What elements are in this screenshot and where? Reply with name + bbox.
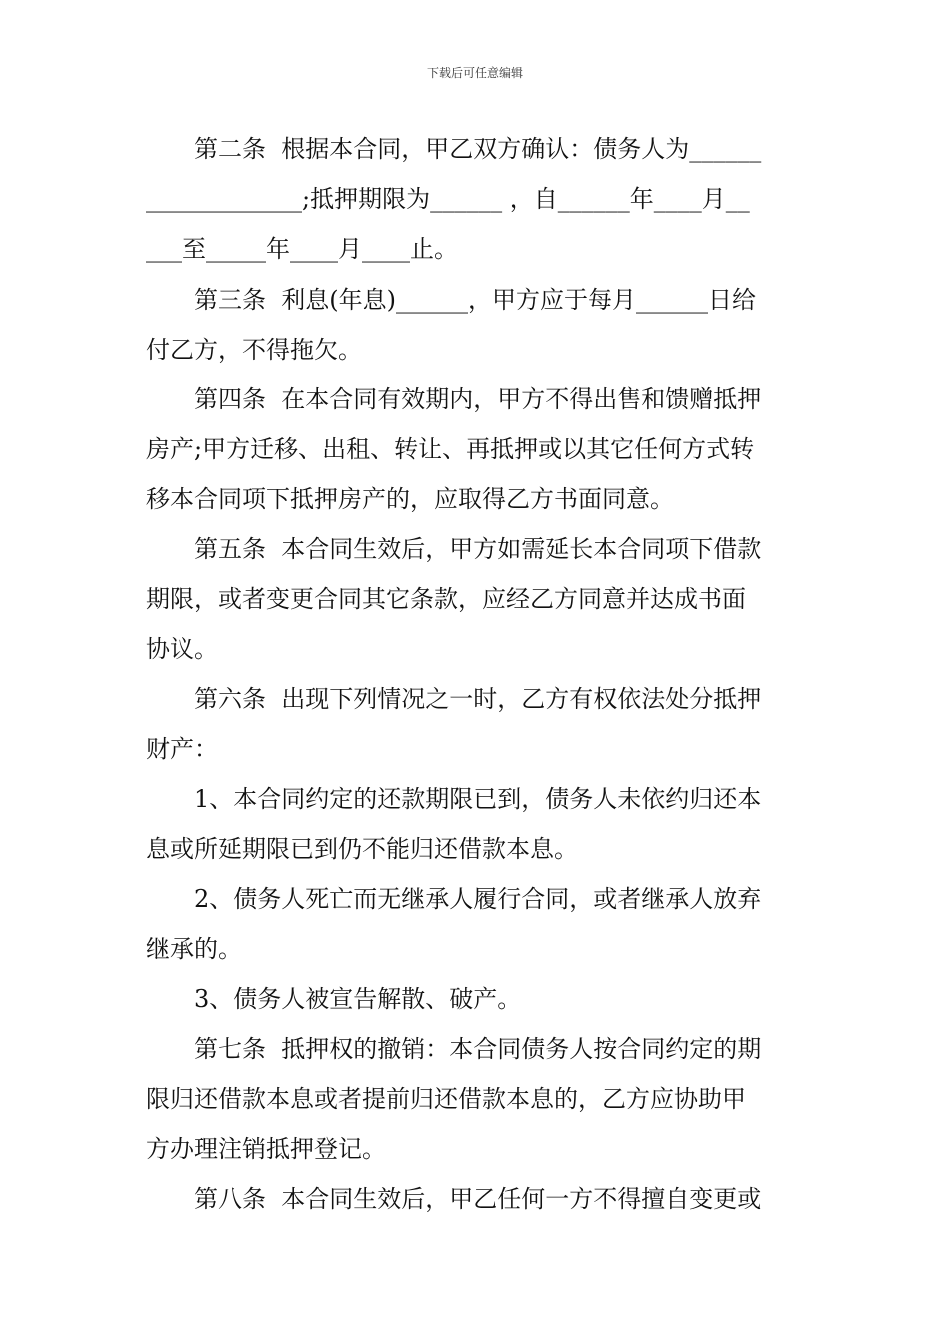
text-line: 第二条 根据本合同，甲乙双方确认：债务人为______	[146, 135, 762, 163]
text-line: 付乙方，不得拖欠。	[146, 336, 362, 364]
page-header: 下载后可任意编辑	[426, 66, 523, 80]
text-line: 财产：	[146, 735, 218, 763]
text-line: 第八条 本合同生效后，甲乙任何一方不得擅自变更或	[146, 1185, 762, 1213]
text-line: 息或所延期限已到仍不能归还借款本息。	[146, 835, 578, 863]
text-line: 限归还借款本息或者提前归还借款本息的，乙方应协助甲	[146, 1085, 746, 1113]
text-line: 移本合同项下抵押房产的，应取得乙方书面同意。	[146, 485, 674, 513]
text-line: 1、本合同约定的还款期限已到，债务人未依约归还本	[146, 785, 762, 813]
text-line: 第六条 出现下列情况之一时，乙方有权依法处分抵押	[146, 685, 762, 713]
text-line: 第四条 在本合同有效期内，甲方不得出售和馈赠抵押	[146, 385, 762, 413]
text-line: 房产;甲方迁移、出租、转让、再抵押或以其它任何方式转	[146, 435, 755, 463]
text-line: 2、债务人死亡而无继承人履行合同，或者继承人放弃	[146, 885, 762, 913]
text-line: 协议。	[146, 635, 218, 663]
text-line: 方办理注销抵押登记。	[146, 1135, 386, 1163]
text-line: _____________;抵押期限为______ ，自______年____月__	[146, 185, 750, 213]
text-line: 继承的。	[146, 935, 242, 963]
text-line: ___至_____年____月____止。	[146, 235, 458, 263]
text-line: 第七条 抵押权的撤销：本合同债务人按合同约定的期	[146, 1035, 762, 1063]
text-line: 第五条 本合同生效后，甲方如需延长本合同项下借款	[146, 535, 762, 563]
text-line: 3、债务人被宣告解散、破产。	[146, 985, 522, 1013]
text-line: 期限，或者变更合同其它条款，应经乙方同意并达成书面	[146, 585, 746, 613]
text-line: 第三条 利息(年息)______，甲方应于每月______日给	[146, 286, 756, 314]
